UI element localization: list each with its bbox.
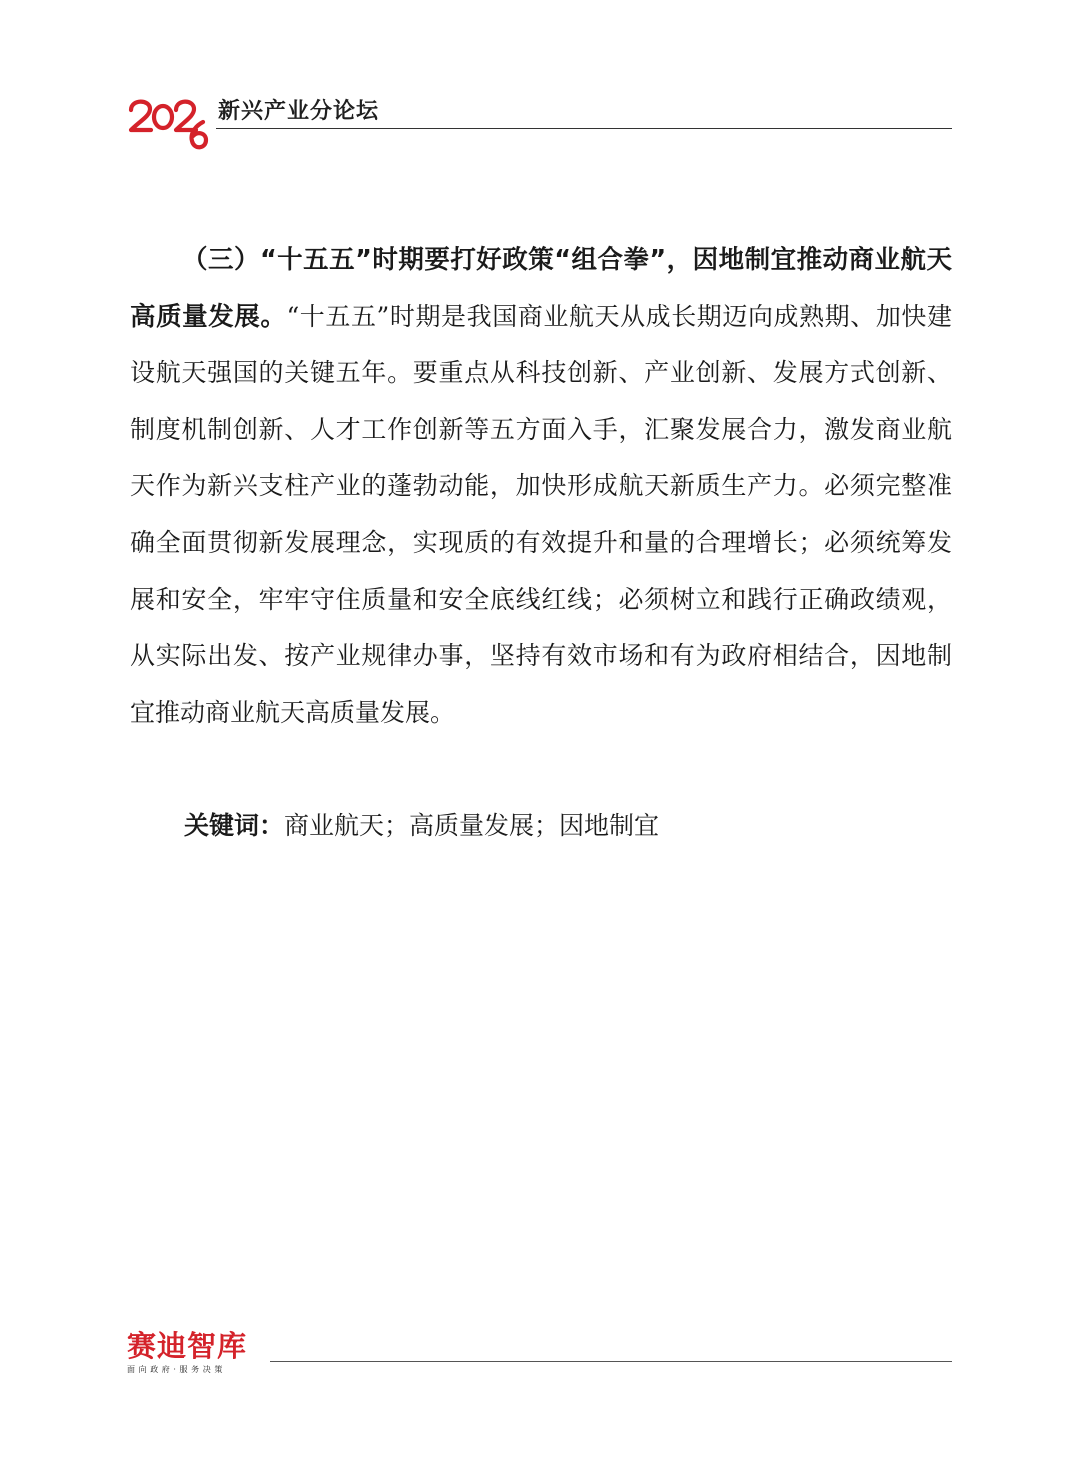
footer-slogan: 面向政府·服务决策 — [127, 1365, 226, 1374]
footer-brand: 赛迪智库 — [127, 1329, 248, 1363]
section-paragraph — [130, 232, 952, 741]
section-heading: （三）“十五五”时期要打好政策“组合拳”，因地制宜推动商业航天高质量发展。 — [130, 245, 952, 332]
footer-divider — [270, 1361, 952, 1362]
keywords-list: 商业航天；高质量发展；因地制宜 — [284, 811, 660, 840]
forum-title: 新兴产业分论坛 — [218, 99, 380, 124]
keywords-label: 关键词： — [184, 811, 285, 840]
forum-2026-logo — [128, 88, 214, 152]
section-body: “十五五”时期是我国商业航天从成长期迈向成熟期、加快建设航天强国的关键五年。要重点从科技创新、产业创新、发展方式创新、制度机制创新、人才工作创新等五方面入手，汇聚发展合力，激发商业航天作为新兴支柱产业的蓬勃动能，加快形成航天新质生产力。必须完整准确全面贯彻新发展理念，实现质的有效提升和量的合理增长；必须统筹发展和安全，牢牢守住质量和安全底线红线；必须树立和践行正确政绩观，从实际出发、按产业规律办事，坚持有效市场和有为政府相结合，因地制宜推动商业航天高质量发展。 — [130, 301, 952, 727]
header-divider — [216, 128, 952, 129]
ccid-think-tank-logo — [127, 1330, 267, 1375]
keywords-line — [184, 806, 659, 846]
